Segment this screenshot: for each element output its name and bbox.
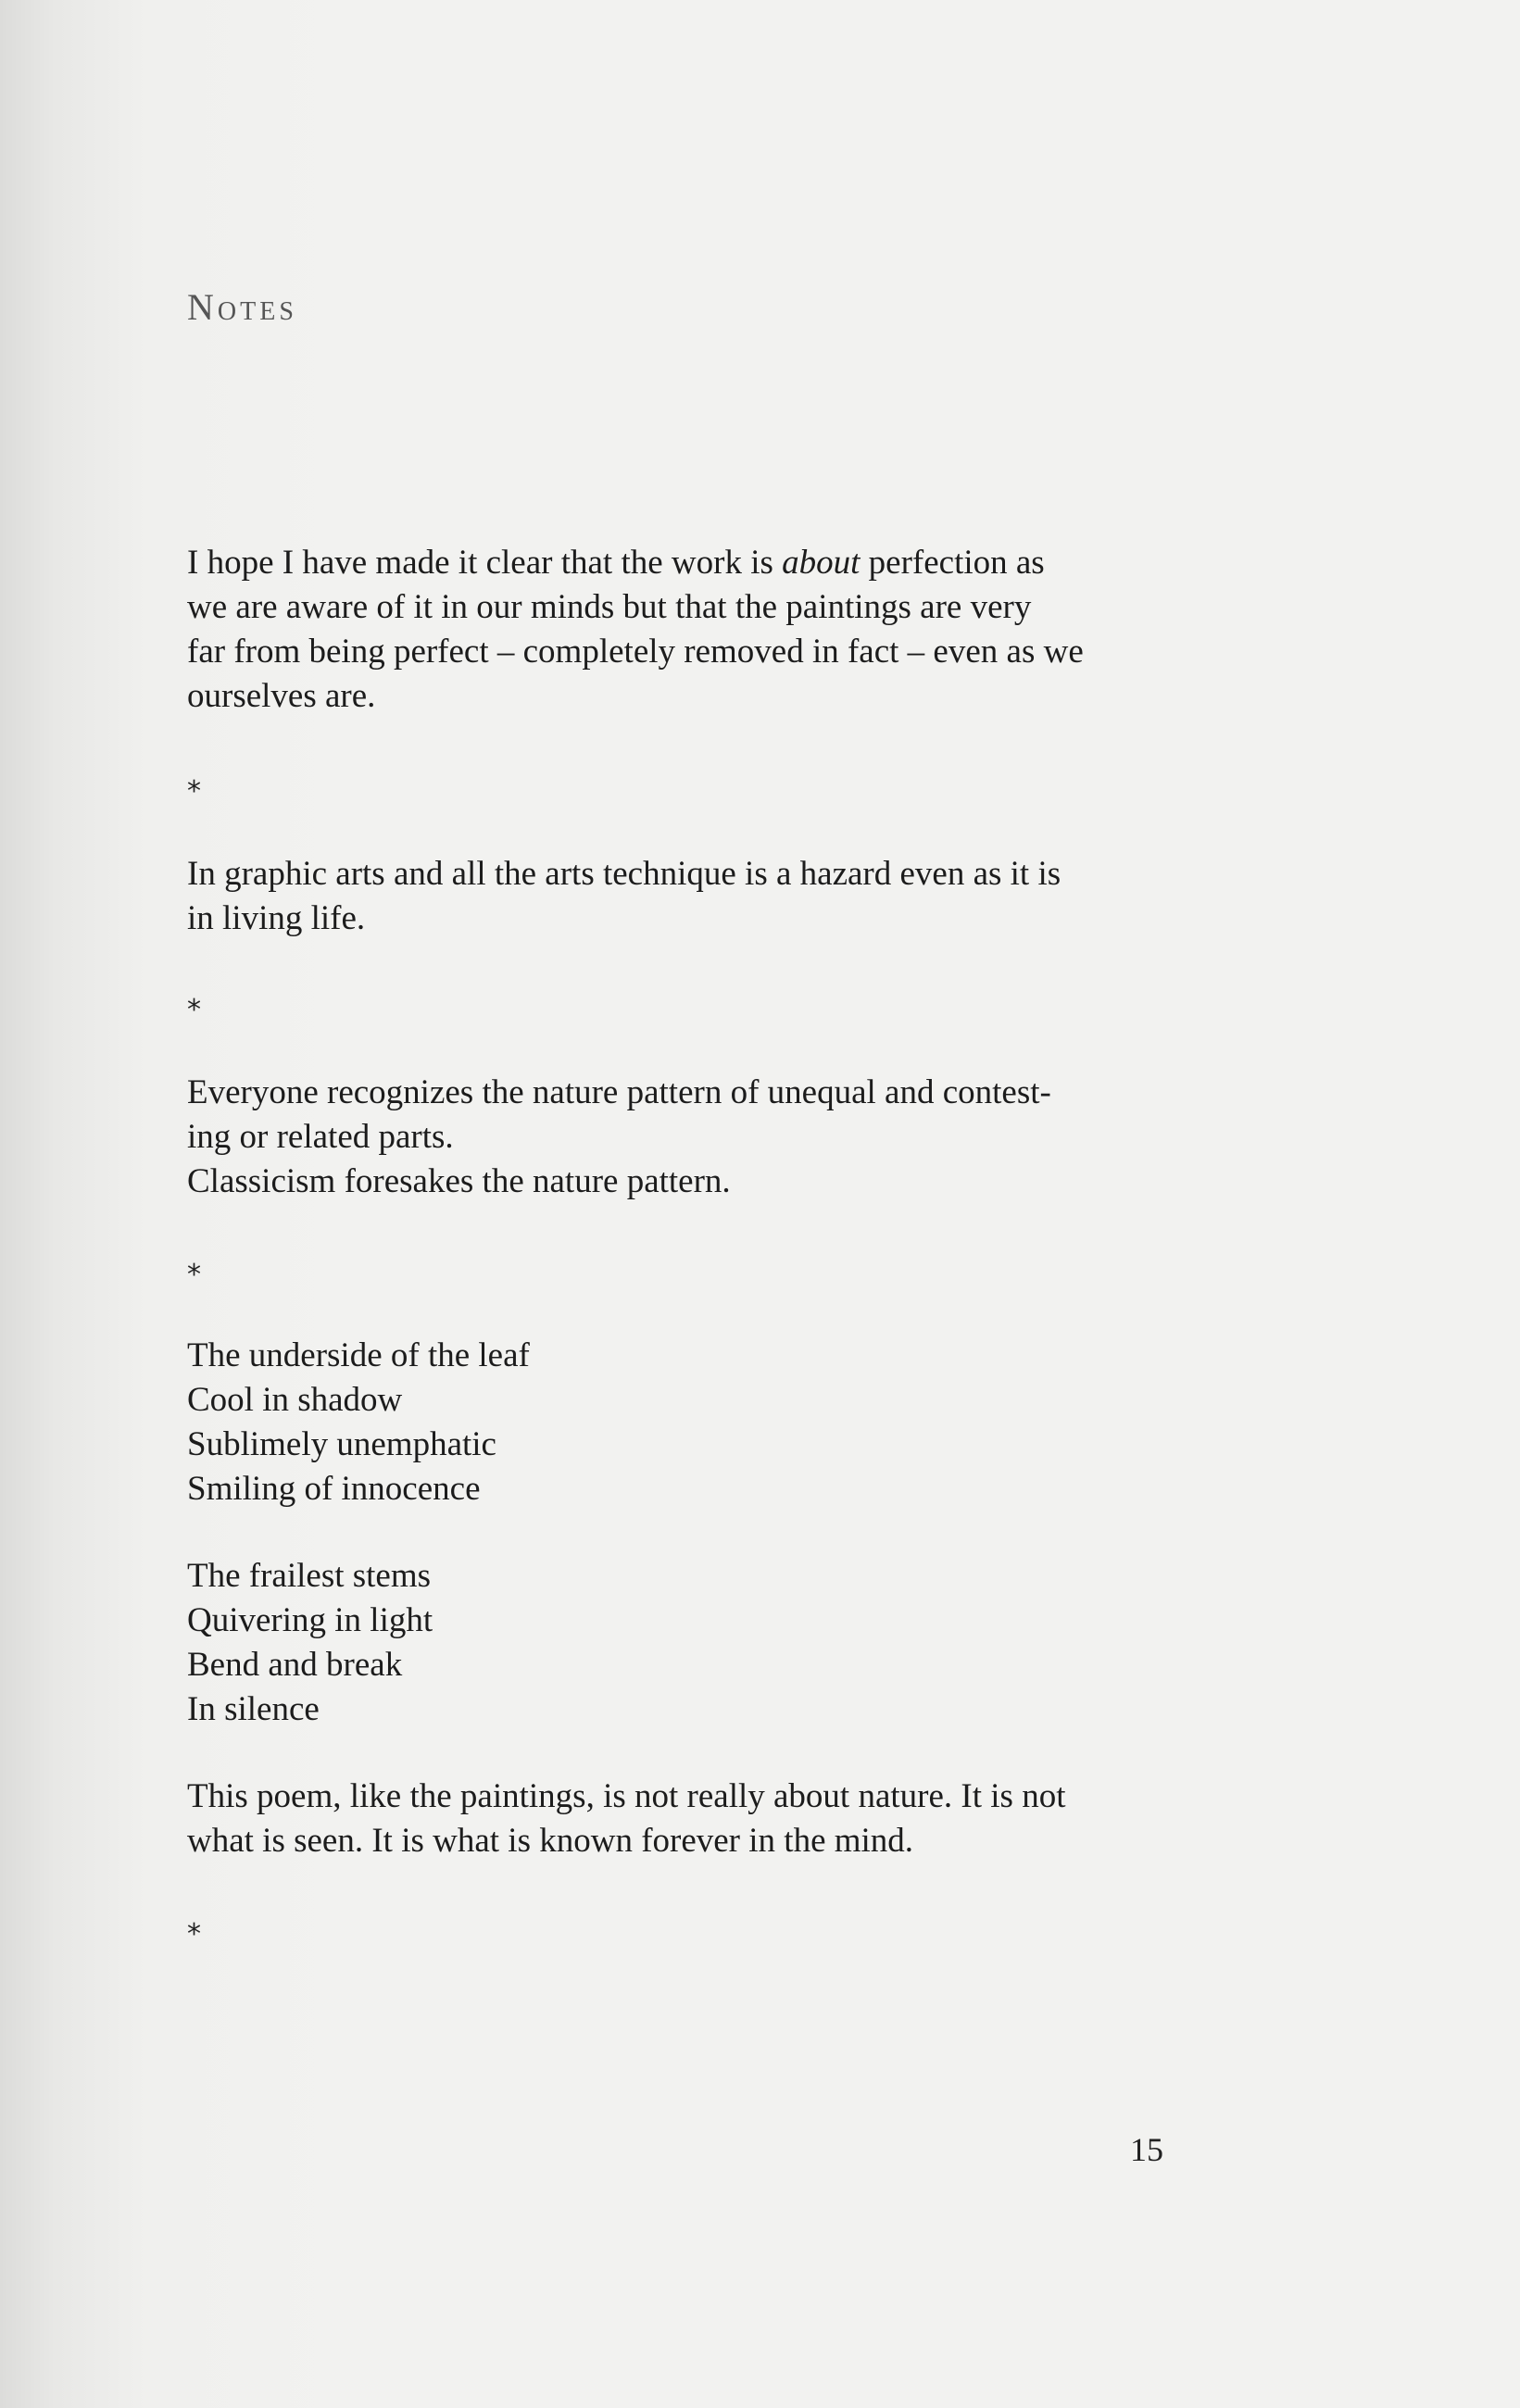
- section-separator: *: [187, 1259, 201, 1291]
- text-line: Classicism foresakes the nature pattern.: [187, 1162, 731, 1200]
- page-number: 15: [1130, 2131, 1163, 2168]
- paragraph-perfection: [187, 541, 1187, 719]
- section-separator: *: [187, 994, 201, 1026]
- text-line: we are aware of it in our minds but that the paintings are very: [187, 588, 1032, 626]
- text-span: perfection as: [860, 544, 1045, 582]
- section-heading: Notes: [187, 286, 297, 328]
- text-line: what is seen. It is what is known forever in the mind.: [187, 1822, 914, 1860]
- paragraph-technique: [187, 852, 1187, 941]
- text-span: I hope I have made it clear that the work is: [187, 544, 783, 582]
- paragraph-nature-pattern: [187, 1071, 1187, 1204]
- poem-line: Sublimely unemphatic: [187, 1425, 496, 1463]
- section-separator: *: [187, 1918, 201, 1950]
- paragraph-poem-commentary: [187, 1775, 1187, 1863]
- poem-stanza-1: [187, 1334, 1187, 1511]
- section-separator: *: [187, 775, 201, 808]
- poem-line: The underside of the leaf: [187, 1336, 530, 1374]
- text-line: far from being perfect – completely removed in fact – even as we: [187, 633, 1084, 671]
- poem-line: Smiling of innocence: [187, 1470, 481, 1508]
- poem-line: In silence: [187, 1690, 320, 1728]
- poem-line: Bend and break: [187, 1646, 403, 1684]
- text-line: in living life.: [187, 899, 366, 937]
- text-line: ing or related parts.: [187, 1118, 454, 1156]
- text-line: ourselves are.: [187, 677, 376, 715]
- text-line: [187, 541, 1187, 585]
- text-line: This poem, like the paintings, is not really about nature. It is not: [187, 1777, 1066, 1815]
- poem-line: The frailest stems: [187, 1557, 432, 1595]
- text-line: Everyone recognizes the nature pattern of unequal and contest-: [187, 1073, 1051, 1111]
- poem-line: Cool in shadow: [187, 1381, 403, 1419]
- text-line: In graphic arts and all the arts technique is a hazard even as it is: [187, 855, 1061, 893]
- poem-line: Quivering in light: [187, 1601, 433, 1639]
- poem-stanza-2: [187, 1554, 1187, 1732]
- italic-word: about: [782, 544, 860, 582]
